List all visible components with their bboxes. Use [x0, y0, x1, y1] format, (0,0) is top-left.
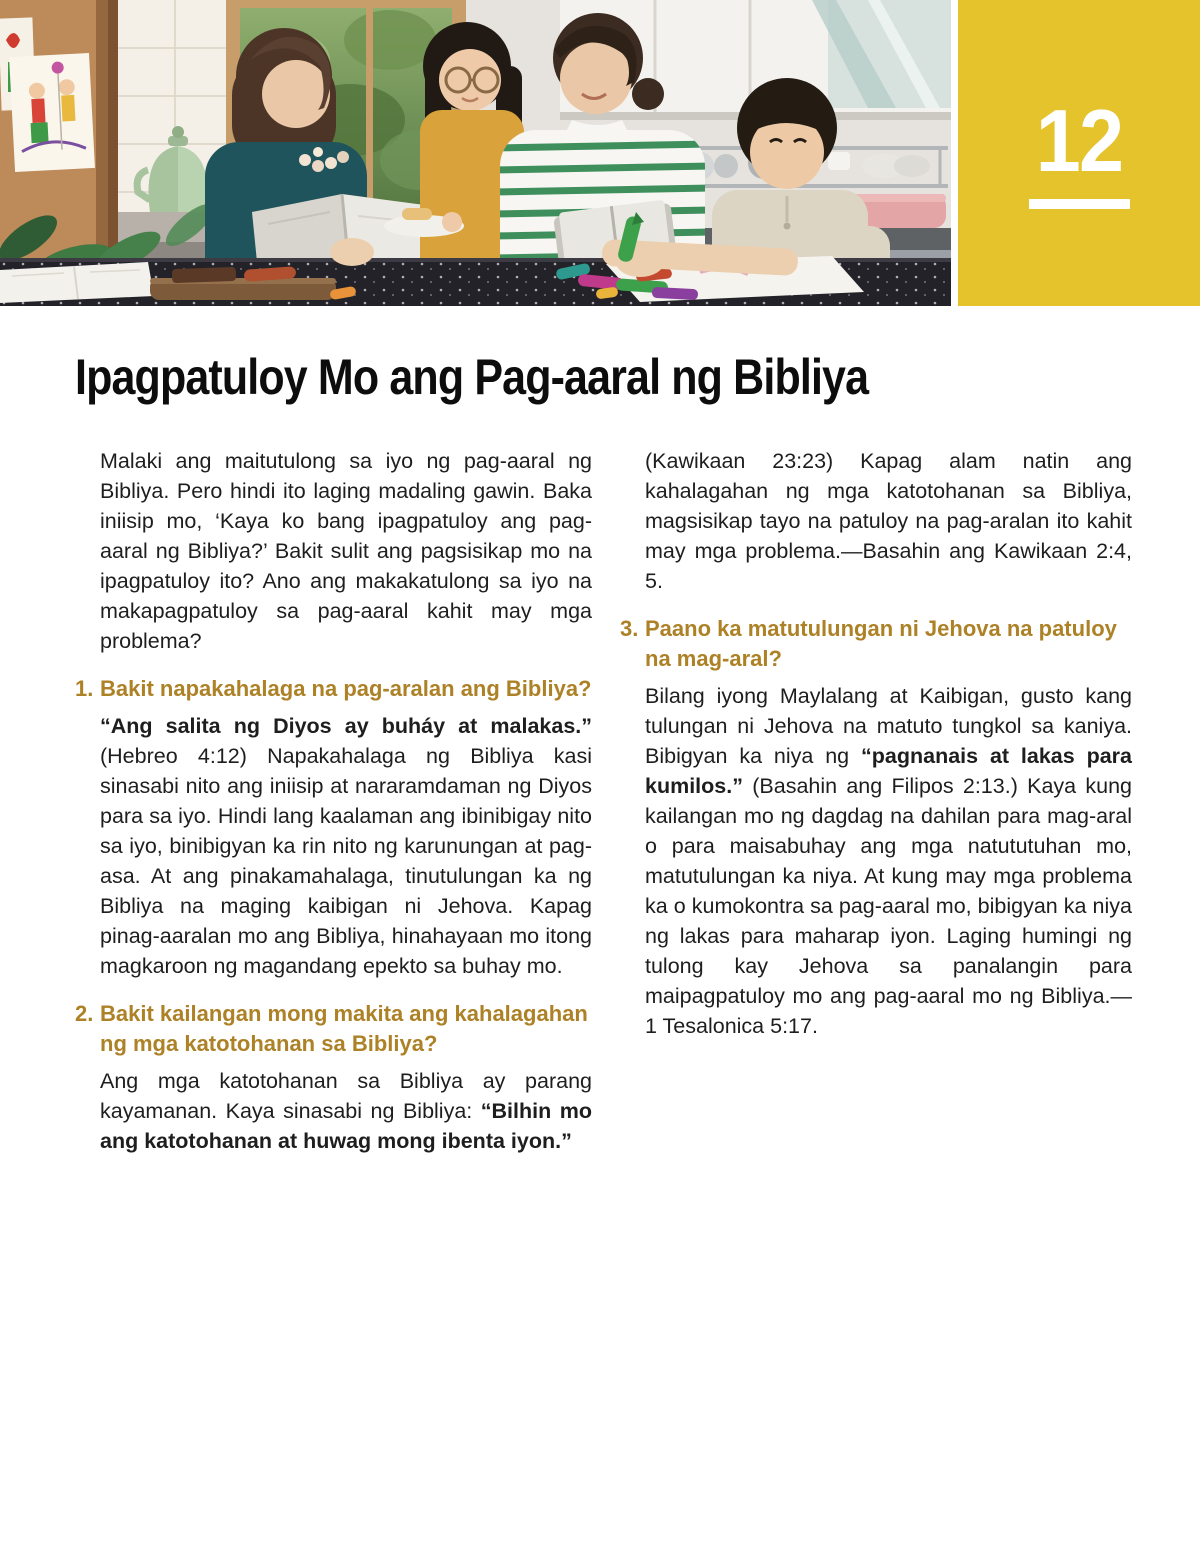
lesson-number-badge [958, 0, 1200, 306]
page-title-text: Ipagpatuloy Mo ang Pag-aaral ng Bibliya [75, 349, 869, 405]
paragraph-3 [620, 681, 1132, 1041]
paragraph-2 [75, 1066, 592, 1156]
question-1-heading [75, 674, 592, 704]
lesson-number-underline [1029, 199, 1130, 209]
paragraph-3-text-rest: (Basahin ang Filipos 2:13.) Kaya kung kailangan mo ng dagdag na dahilan para mag-aral o para maisabuhay ang mga natututuhan mo, matutulungan ka niya. At kung may mga problema ka o kumokontra sa pag-aaral mo, bibigyan ka niya ng lakas para maharap iyon. Laging humingi ng tulong kay Jehova sa panalangin para maipagpatuloy mo ang pag-aaral mo ng Bibliya.—1 Tesalonica 5:17. [645, 774, 1132, 1038]
question-3-number: 3. [620, 616, 639, 641]
two-column-body [75, 446, 1132, 1156]
question-3-heading [620, 614, 1132, 674]
paragraph-1-quote: “Ang salita ng Diyos ay buháy at malakas.” [100, 714, 592, 738]
question-1-text: Bakit napakahalaga na pag-aralan ang Bibliya? [100, 676, 592, 701]
right-column [620, 446, 1132, 1156]
lesson-number: 12 [1035, 91, 1123, 190]
family-bible-study-photo [0, 0, 951, 306]
paragraph-2-quote: “Bilhin mo ang katotohanan at huwag mong ibenta iyon.” [100, 1099, 592, 1153]
paragraph-2-continued: (Kawikaan 23:23) Kapag alam natin ang kahalagahan ng mga katotohanan sa Bibliya, magsisikap tayo na patuloy na pag-aralan ito kahit may mga problema.—Basahin ang Kawikaan 2:4, 5. [645, 449, 1132, 593]
question-3-text: Paano ka matutulungan ni Jehova na patuloy na mag-aral? [645, 616, 1117, 671]
question-1-number: 1. [75, 676, 94, 701]
paragraph-3-text-start: Bilang iyong Maylalang at Kaibigan, gusto kang tulungan ni Jehova na matuto tungkol sa kaniya. Bibigyan ka niya ng [645, 684, 1132, 768]
left-column [75, 446, 592, 1156]
hero-section [0, 0, 1200, 306]
paragraph-3-quote: “pagnanais at lakas para kumilos.” [645, 744, 1132, 798]
intro-paragraph: Malaki ang maitutulong sa iyo ng pag-aaral ng Bibliya. Pero hindi ito laging madaling gawin. Baka iniisip mo, ‘Kaya ko bang ipagpatuloy ang pag-aaral ng Bibliya?’ Bakit sulit ang pagsisikap mo na ipagpatuloy ito? Ano ang makakatulong sa iyo na makapagpatuloy sa pag-aaral kahit may mga problema? [100, 449, 592, 653]
question-2-text: Bakit kailangan mong makita ang kahalagahan ng mga katotohanan sa Bibliya? [100, 1001, 588, 1056]
paragraph-1 [75, 711, 592, 981]
page-title [75, 348, 1200, 406]
paragraph-2-text: Ang mga katotohanan sa Bibliya ay parang kayamanan. Kaya sinasabi ng Bibliya: [100, 1069, 592, 1123]
question-2-heading [75, 999, 592, 1059]
question-2-number: 2. [75, 1001, 94, 1026]
paragraph-1-text: (Hebreo 4:12) Napakahalaga ng Bibliya kasi sinasabi nito ang iniisip at nararamdaman ng Diyos para sa iyo. Hindi lang kaalaman ang ibinibigay nito sa iyo, binibigyan ka rin nito ng karunungan at pag-asa. At ang pinakamahalaga, tinutulungan ka ng Bibliya na maging kaibigan ni Jehova. Kapag pinag-aaralan mo ang Bibliya, hinahayaan mo itong magkaroon ng magandang epekto sa buhay mo. [100, 744, 592, 978]
